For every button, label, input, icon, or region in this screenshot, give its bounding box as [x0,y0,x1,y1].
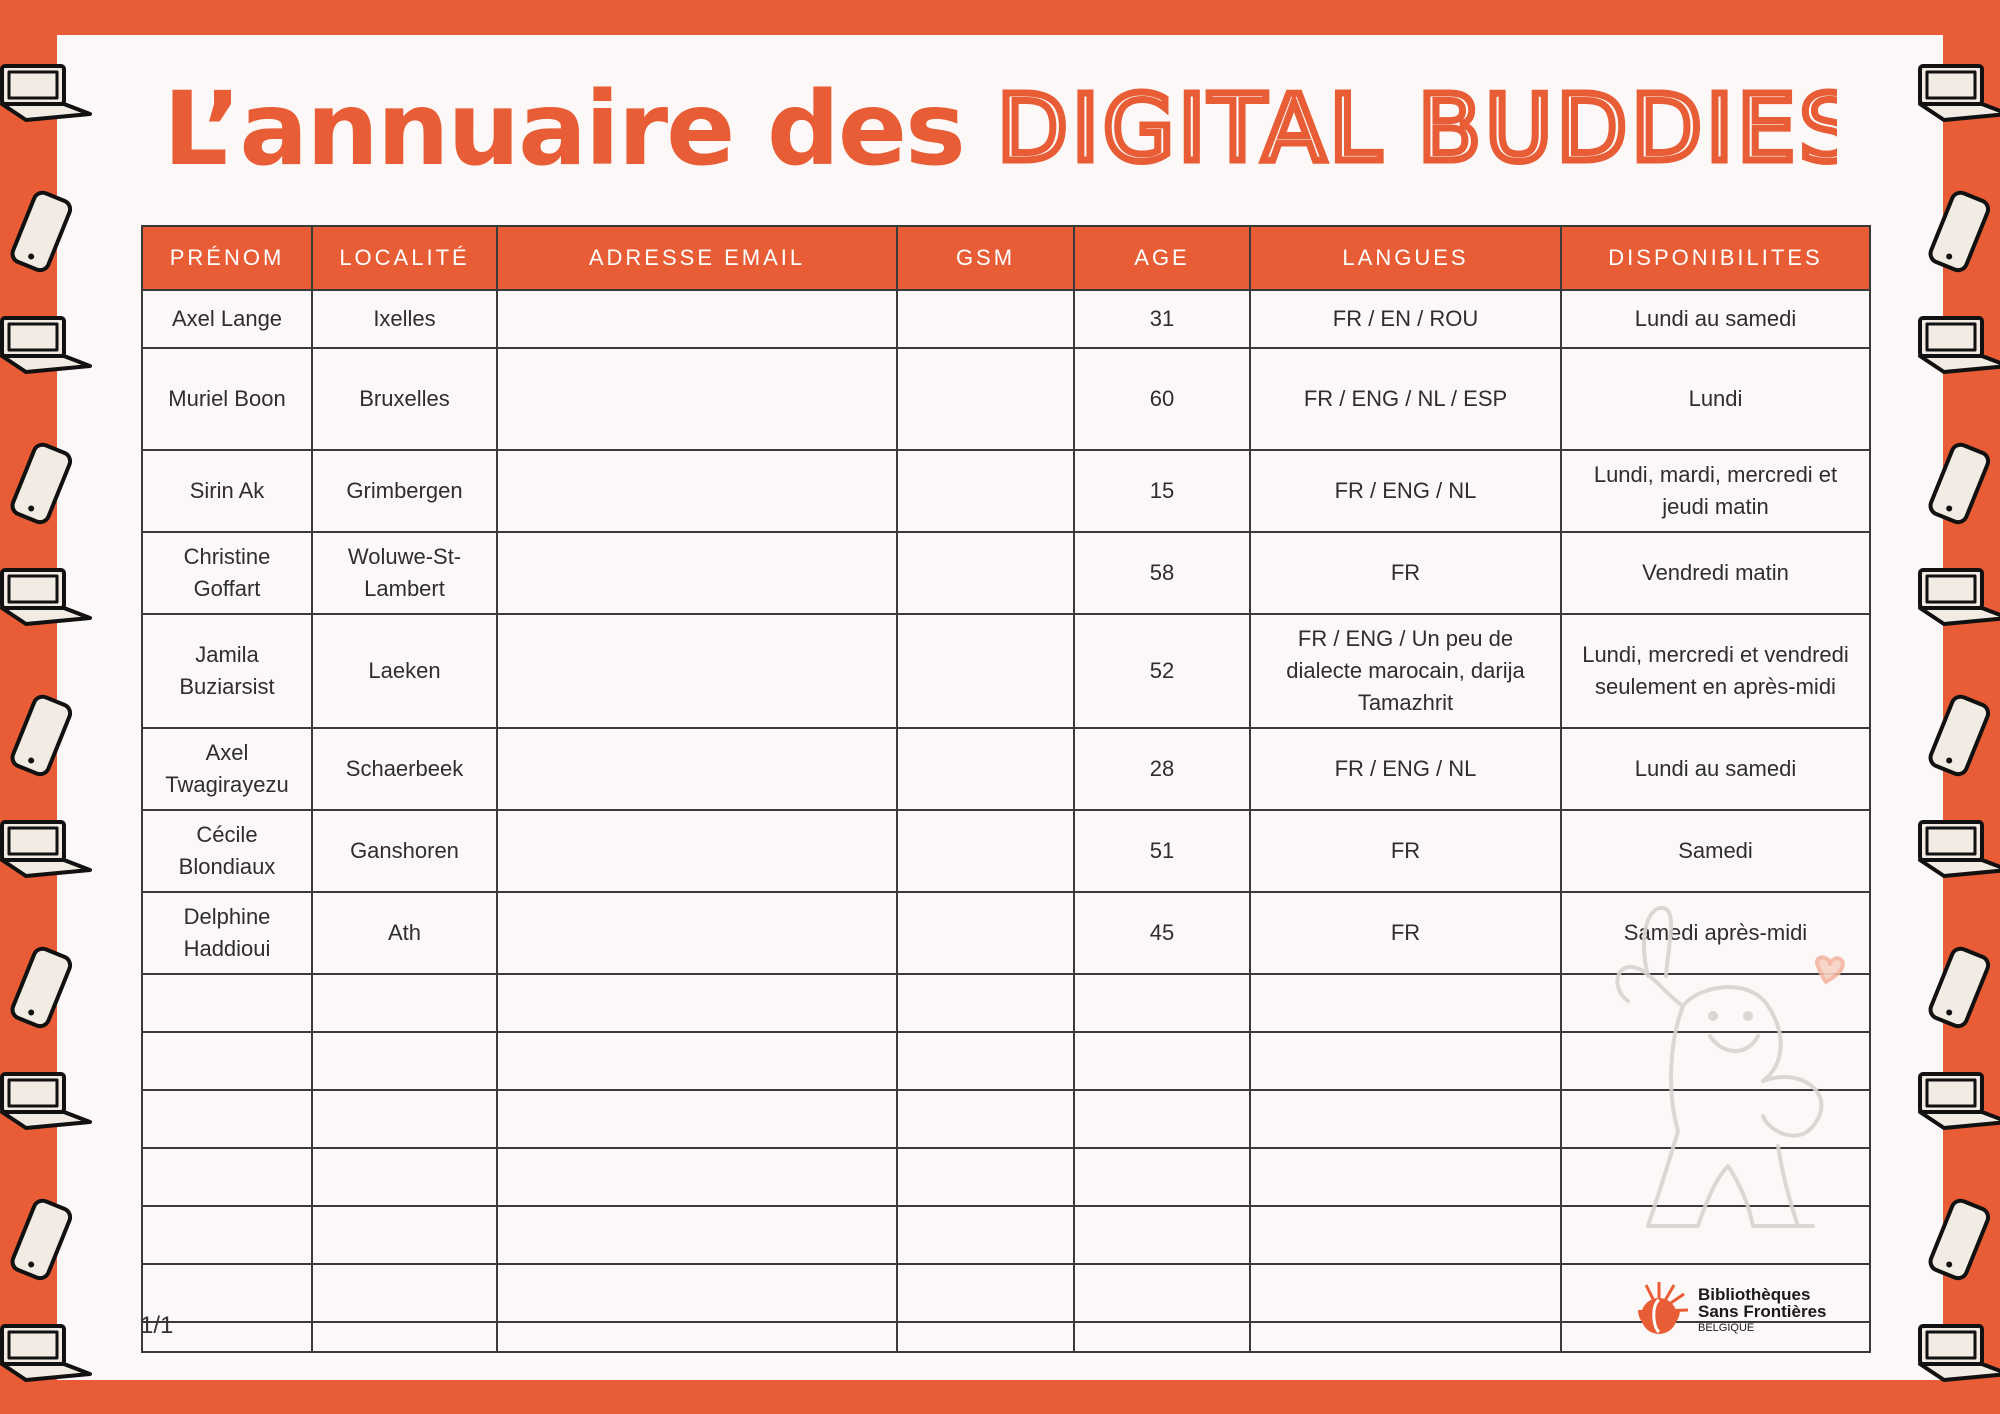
table-cell [312,1090,497,1148]
table-cell: FR / ENG / NL / ESP [1250,348,1561,450]
table-cell [897,810,1074,892]
table-cell [897,892,1074,974]
laptop-icon [0,314,94,380]
table-cell [312,1148,497,1206]
table-cell [142,1090,312,1148]
table-cell [1250,974,1561,1032]
table-cell: 31 [1074,290,1250,348]
table-cell: Lundi, mercredi et vendredi seulement en après-midi [1561,614,1870,728]
table-cell [897,974,1074,1032]
table-cell [497,532,897,614]
laptop-icon [1916,1322,2000,1388]
table-cell [497,1032,897,1090]
phone-icon [1922,692,1994,784]
page-number: 1/1 [140,1312,174,1339]
table-cell [1074,974,1250,1032]
phone-icon [4,1196,76,1288]
laptop-icon [0,1322,94,1388]
table-cell [497,974,897,1032]
phone-icon [4,440,76,532]
table-cell [497,1264,897,1322]
table-cell [897,1206,1074,1264]
table-cell: Delphine Haddioui [142,892,312,974]
phone-icon [4,944,76,1036]
table-cell [142,1148,312,1206]
table-cell [1074,1264,1250,1322]
table-cell [497,1148,897,1206]
table-cell [312,1264,497,1322]
table-cell: Ixelles [312,290,497,348]
laptop-icon [1916,1070,2000,1136]
table-cell [1074,1032,1250,1090]
table-header-row [142,226,1870,290]
table-cell [497,290,897,348]
table-cell: Lundi au samedi [1561,290,1870,348]
table-cell: Laeken [312,614,497,728]
logo-line-2: Sans Frontières [1698,1301,1827,1321]
table-cell [1074,1322,1250,1352]
table-cell: Grimbergen [312,450,497,532]
table-cell: Lundi au samedi [1561,728,1870,810]
phone-icon [1922,944,1994,1036]
table-cell [897,532,1074,614]
phone-icon [1922,1196,1994,1288]
table-cell [897,1264,1074,1322]
table-cell: 58 [1074,532,1250,614]
table-cell [142,1032,312,1090]
logo-line-1: Bibliothèques [1698,1284,1811,1304]
table-cell [497,1322,897,1352]
laptop-icon [1916,818,2000,884]
page-title [0,70,2000,189]
table-row [142,810,1870,892]
column-header: PRÉNOM [142,226,312,290]
column-header: GSM [897,226,1074,290]
phone-icon [1922,188,1994,280]
table-cell [897,1090,1074,1148]
table-cell [142,974,312,1032]
table-cell: FR / ENG / Un peu de dialecte marocain, darija Tamazhrit [1250,614,1561,728]
table-cell [1250,1032,1561,1090]
table-cell: Samedi après-midi [1561,892,1870,974]
table-row [142,614,1870,728]
laptop-icon [1916,566,2000,632]
table-cell [497,1090,897,1148]
table-cell [1250,1090,1561,1148]
table-cell [312,974,497,1032]
table-row [142,728,1870,810]
phone-icon [1922,440,1994,532]
column-header: ADRESSE EMAIL [497,226,897,290]
table-cell [497,450,897,532]
table-cell: FR / ENG / NL [1250,450,1561,532]
table-cell: Vendredi matin [1561,532,1870,614]
table-cell [1250,1148,1561,1206]
table-cell: Lundi [1561,348,1870,450]
laptop-icon [1916,314,2000,380]
table-cell [897,1032,1074,1090]
table-cell [312,1322,497,1352]
laptop-icon [0,566,94,632]
table-cell: Axel Twagirayezu [142,728,312,810]
table-cell [497,892,897,974]
table-cell [497,348,897,450]
table-cell: 51 [1074,810,1250,892]
title-digital-buddies-logotype [997,78,1837,182]
table-cell: Sirin Ak [142,450,312,532]
table-cell [1250,1264,1561,1322]
empty-table-row [142,1322,1870,1352]
table-cell [312,1206,497,1264]
table-cell: FR / EN / ROU [1250,290,1561,348]
table-cell [897,1148,1074,1206]
table-row [142,532,1870,614]
table-cell: 45 [1074,892,1250,974]
logo-line-3: BELGIQUE [1698,1321,1755,1334]
table-cell [897,614,1074,728]
table-cell [1074,1090,1250,1148]
laptop-icon [0,818,94,884]
table-cell: Cécile Blondiaux [142,810,312,892]
bibliotheques-sans-frontieres-logo [1628,1280,1827,1342]
phone-icon [4,188,76,280]
title-main: L’annuaire des [163,70,964,189]
table-cell [142,1206,312,1264]
table-row [142,348,1870,450]
title-digital-buddies-text: DIGITAL BUDDIES [996,77,1837,178]
table-cell [312,1032,497,1090]
table-cell: Jamila Buziarsist [142,614,312,728]
table-cell [897,728,1074,810]
table-cell: FR [1250,892,1561,974]
table-cell: 60 [1074,348,1250,450]
column-header: DISPONIBILITES [1561,226,1870,290]
table-cell: 28 [1074,728,1250,810]
table-cell: Muriel Boon [142,348,312,450]
table-cell: Ganshoren [312,810,497,892]
table-cell [1074,1148,1250,1206]
buddy-mascot-icon [1588,896,1848,1236]
table-cell [1074,1206,1250,1264]
bsf-sun-icon [1628,1280,1690,1342]
table-cell: Woluwe-St-Lambert [312,532,497,614]
table-cell: Axel Lange [142,290,312,348]
table-cell: Schaerbeek [312,728,497,810]
table-cell [497,728,897,810]
table-cell [897,348,1074,450]
table-cell: FR [1250,810,1561,892]
table-cell [497,1206,897,1264]
table-cell: Ath [312,892,497,974]
table-cell: Lundi, mardi, mercredi et jeudi matin [1561,450,1870,532]
table-cell [497,810,897,892]
phone-icon [4,692,76,784]
table-cell [897,1322,1074,1352]
table-cell: 15 [1074,450,1250,532]
empty-table-row [142,1264,1870,1322]
table-cell [897,290,1074,348]
table-cell [1250,1206,1561,1264]
table-cell: Christine Goffart [142,532,312,614]
table-cell [497,614,897,728]
table-cell: Samedi [1561,810,1870,892]
table-cell: 52 [1074,614,1250,728]
column-header: AGE [1074,226,1250,290]
table-cell [897,450,1074,532]
table-cell [1250,1322,1561,1352]
column-header: LANGUES [1250,226,1561,290]
laptop-icon [0,1070,94,1136]
table-row [142,290,1870,348]
table-cell: Bruxelles [312,348,497,450]
table-row [142,450,1870,532]
column-header: LOCALITÉ [312,226,497,290]
table-cell: FR [1250,532,1561,614]
table-cell: FR / ENG / NL [1250,728,1561,810]
